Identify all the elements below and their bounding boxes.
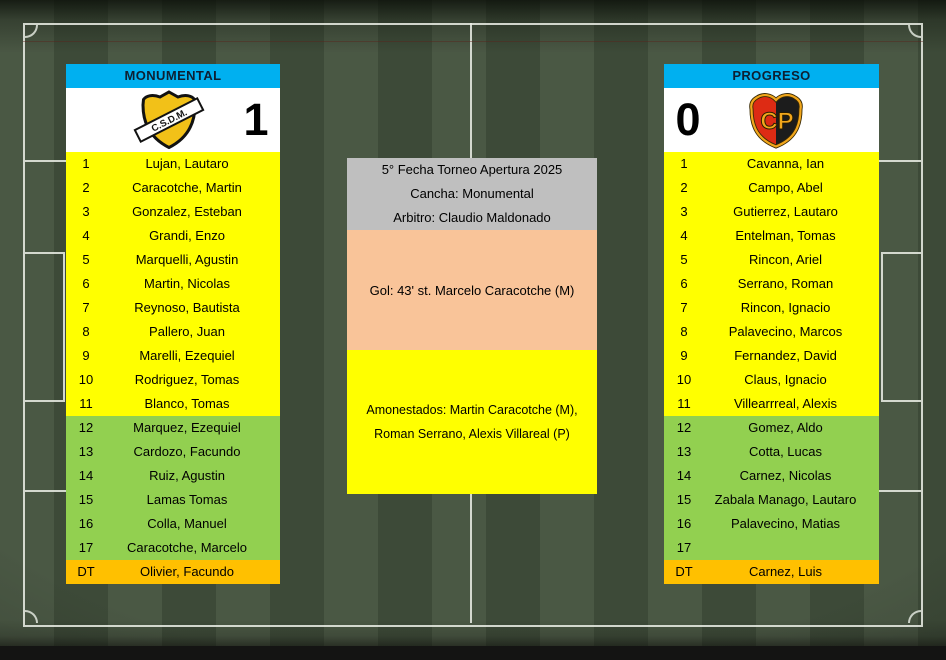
player-row: [664, 368, 879, 392]
player-name: Gomez, Aldo: [748, 420, 823, 435]
match-info-box: [347, 158, 597, 494]
player-row: [66, 320, 280, 344]
player-name: Rincon, Ariel: [749, 252, 822, 267]
player-name: Villearrreal, Alexis: [733, 396, 838, 411]
player-number: 7: [680, 300, 688, 315]
player-name: Entelman, Tomas: [735, 228, 836, 243]
player-number: 15: [78, 492, 94, 507]
player-row: [66, 224, 280, 248]
player-number: 6: [680, 276, 688, 291]
player-name: Cardozo, Facundo: [133, 444, 241, 459]
player-number: 12: [78, 420, 94, 435]
pitch-goal-area-left: [25, 252, 65, 402]
player-number: 17: [78, 540, 94, 555]
player-number: 15: [676, 492, 692, 507]
match-referee: Arbitro: Claudio Maldonado: [393, 210, 551, 225]
player-name: Palavecino, Matias: [730, 516, 841, 531]
player-name: Rincon, Ignacio: [740, 300, 831, 315]
away-badge-strip: [664, 88, 879, 152]
player-row: [664, 248, 879, 272]
player-row: [664, 320, 879, 344]
player-number: 6: [82, 276, 90, 291]
player-name: [704, 536, 879, 560]
player-row: [664, 296, 879, 320]
player-name: Zabala Manago, Lautaro: [714, 492, 857, 507]
substitute-row: [66, 488, 280, 512]
player-row: [66, 272, 280, 296]
player-row: [664, 344, 879, 368]
player-name: Caracotche, Martin: [132, 180, 242, 195]
substitute-row: [66, 416, 280, 440]
player-number: 9: [82, 348, 90, 363]
match-venue: Cancha: Monumental: [410, 186, 534, 201]
coach-name: Carnez, Luis: [749, 564, 822, 579]
player-row: [664, 200, 879, 224]
player-number: 11: [677, 396, 691, 411]
player-number: 7: [82, 300, 90, 315]
match-info-header: [347, 158, 597, 230]
pitch-goal-area-right: [881, 252, 921, 402]
player-name: Carnez, Nicolas: [739, 468, 832, 483]
coach-label: DT: [675, 564, 693, 579]
home-score: 1: [243, 94, 269, 145]
player-name: Ruiz, Agustin: [149, 468, 225, 483]
player-number: 2: [680, 180, 688, 195]
photo-bottom-edge: [0, 646, 946, 660]
player-name: Serrano, Roman: [737, 276, 834, 291]
substitute-row: [66, 464, 280, 488]
player-name: Gutierrez, Lautaro: [733, 204, 838, 219]
substitute-row: [66, 440, 280, 464]
player-row: [664, 392, 879, 416]
player-number: 9: [680, 348, 688, 363]
coach-name: Olivier, Facundo: [140, 564, 234, 579]
bookings-summary: [347, 350, 597, 494]
substitute-row: [66, 512, 280, 536]
player-number: 10: [676, 372, 692, 387]
player-name: Cotta, Lucas: [749, 444, 822, 459]
player-name: Campo, Abel: [748, 180, 823, 195]
match-round: 5° Fecha Torneo Apertura 2025: [381, 162, 563, 177]
substitute-row: [664, 464, 879, 488]
player-number: 12: [676, 420, 692, 435]
player-name: Marquez, Ezequiel: [133, 420, 241, 435]
substitute-row: [66, 536, 280, 560]
player-number: 11: [79, 396, 93, 411]
bookings-text: Amonestados: Martin Caracotche (M), Roman Serrano, Alexis Villareal (P): [366, 403, 578, 441]
player-name: Lamas Tomas: [146, 492, 228, 507]
player-number: 16: [78, 516, 94, 531]
player-row: [66, 152, 280, 176]
coach-row: [66, 560, 280, 584]
player-number: 4: [680, 228, 688, 243]
coach-label: DT: [77, 564, 95, 579]
player-name: Claus, Ignacio: [744, 372, 827, 387]
player-number: 5: [82, 252, 90, 267]
away-crest-initials: CP: [759, 108, 794, 135]
home-crest-icon: [106, 88, 232, 152]
player-name: Reynoso, Bautista: [134, 300, 240, 315]
player-number: 2: [82, 180, 90, 195]
home-crest-initials: C.S.D.M.: [149, 107, 190, 135]
player-row: [66, 368, 280, 392]
player-name: Pallero, Juan: [149, 324, 225, 339]
player-row: [664, 224, 879, 248]
player-row: [66, 392, 280, 416]
goal-summary: Gol: 43' st. Marcelo Caracotche (M): [347, 230, 597, 350]
player-number: 10: [78, 372, 94, 387]
player-number: 3: [680, 204, 688, 219]
player-row: [66, 248, 280, 272]
substitute-row: [664, 488, 879, 512]
player-number: 16: [676, 516, 692, 531]
player-number: 4: [82, 228, 90, 243]
player-name: Palavecino, Marcos: [728, 324, 843, 339]
player-name: Grandi, Enzo: [149, 228, 225, 243]
away-crest-icon: [712, 88, 839, 152]
player-row: [66, 344, 280, 368]
player-number: 5: [680, 252, 688, 267]
player-name: Marelli, Ezequiel: [139, 348, 235, 363]
player-number: 14: [676, 468, 692, 483]
player-number: 13: [78, 444, 94, 459]
player-number: 14: [78, 468, 94, 483]
away-team-panel: [664, 64, 879, 584]
player-number: 8: [680, 324, 688, 339]
home-badge-strip: [66, 88, 280, 152]
substitute-row: [664, 512, 879, 536]
home-team-panel: [66, 64, 280, 584]
player-name: Rodriguez, Tomas: [134, 372, 240, 387]
player-name: Lujan, Lautaro: [145, 156, 229, 171]
pitch-photo-artifact-line: [23, 41, 923, 42]
player-name: Martin, Nicolas: [144, 276, 230, 291]
player-name: Marquelli, Agustin: [135, 252, 239, 267]
player-row: [66, 176, 280, 200]
player-number: 13: [676, 444, 692, 459]
player-number: 3: [82, 204, 90, 219]
substitute-row: [664, 440, 879, 464]
player-row: [66, 296, 280, 320]
player-name: Blanco, Tomas: [144, 396, 230, 411]
player-name: Gonzalez, Esteban: [132, 204, 242, 219]
player-name: Caracotche, Marcelo: [127, 540, 247, 555]
player-number: 17: [676, 540, 692, 555]
player-name: Colla, Manuel: [147, 516, 227, 531]
player-row: [664, 152, 879, 176]
player-name: Fernandez, David: [734, 348, 837, 363]
player-row: [66, 200, 280, 224]
player-row: [664, 176, 879, 200]
away-score: 0: [675, 94, 701, 145]
home-team-name: MONUMENTAL: [66, 64, 280, 88]
coach-row: [664, 560, 879, 584]
player-number: 1: [680, 156, 688, 171]
player-row: [664, 272, 879, 296]
away-team-name: PROGRESO: [664, 64, 879, 88]
player-name: Cavanna, Ian: [746, 156, 825, 171]
player-number: 1: [82, 156, 90, 171]
substitute-row: [664, 416, 879, 440]
substitute-row: [664, 536, 879, 560]
player-number: 8: [82, 324, 90, 339]
